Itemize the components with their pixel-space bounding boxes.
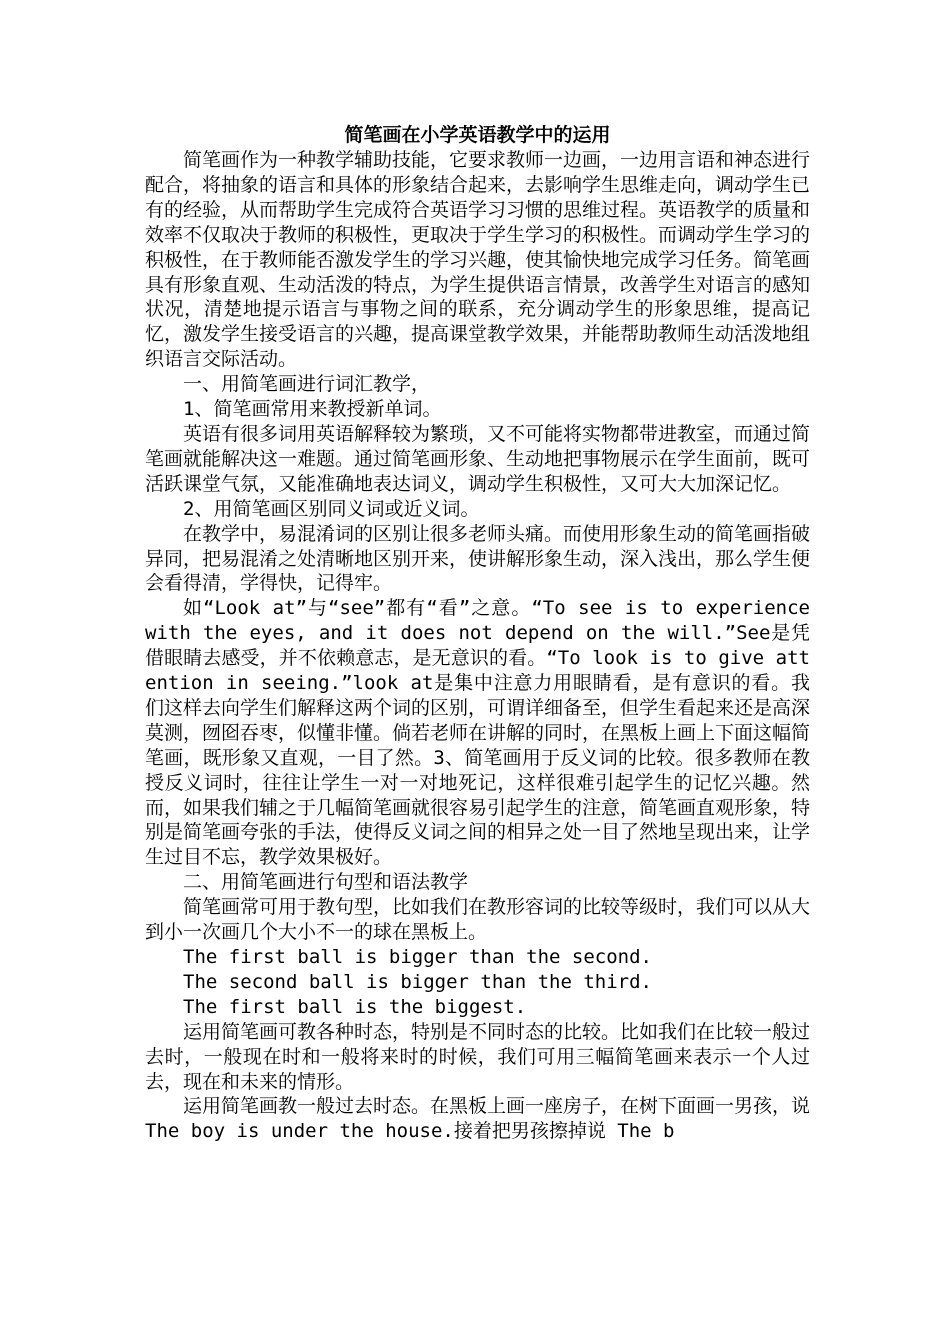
subheading-new-words: 1、简笔画常用来教授新单词。 [183,398,442,421]
paragraph-past-tense: 运用简笔画教一般过去时态。在黑板上画一座房子，在树下面画一男孩，说 The boy is under the house.接着把男孩擦掉说 The b [145,1095,811,1143]
paragraph-look-see: 如“Look at”与“see”都有“看”之意。“To see is to experience with the eyes, and it does not depend on the will.”See是凭借眼睛去感受，并不依赖意志，是无意识的看。“To look is to give attention in seeing.”look at是集中注意力用眼睛看，是有意识的看。我们这样去向学生们解释这两个词的区别，可谓详细备至，但学生看起来还是高深莫测，囫囵吞枣，似懂非懂。倘若老师在讲解的同时，在黑板上画上下面这幅简笔画，既形象又直观，一目了然。3、简笔画用于反义词的比较。很多教师在教授反义词时，往往让学生一对一对地死记，这样很难引起学生的记忆兴趣。然而，如果我们辅之于几幅简笔画就很容易引起学生的注意，简笔画直观形象，特别是简笔画夸张的手法，使得反义词之间的相异之处一目了然地呈现出来，让学生过目不忘，教学效果极好。 [145,597,811,869]
example-sentence-1: The first ball is bigger than the second. [183,946,652,968]
paragraph-tenses: 运用简笔画可教各种时态，特别是不同时态的比较。比如我们在比较一般过去时，一般现在时和一般将来时的时候，我们可用三幅简笔画来表示一个人过去，现在和未来的情形。 [145,1020,811,1093]
paragraph-synonyms: 在教学中，易混淆词的区别让很多老师头痛。而使用形象生动的简笔画指破异同，把易混淆之处清晰地区别开来，使讲解形象生动，深入浅出，那么学生便会看得清，学得快，记得牢。 [145,522,811,595]
document-title: 简笔画在小学英语教学中的运用 [344,124,611,146]
section-heading-grammar: 二、用简笔画进行句型和语法教学 [183,871,469,894]
paragraph-sentence-patterns: 简笔画常可用于教句型，比如我们在教形容词的比较等级时，我们可以从大到小一次画几个大小不一的球在黑板上。 [145,896,811,944]
subheading-synonyms: 2、用简笔画区别同义词或近义词。 [183,497,480,520]
example-sentence-2: The second ball is bigger than the third. [183,970,652,993]
document-page [145,122,810,1144]
section-heading-vocabulary: 一、用简笔画进行词汇教学， [183,373,431,396]
intro-paragraph: 简笔画作为一种教学辅助技能，它要求教师一边画，一边用言语和神态进行配合，将抽象的语言和具体的形象结合起来，去影响学生思维走向，调动学生已有的经验，从而帮助学生完成符合英语学习习惯的思维过程。英语教学的质量和效率不仅取决于教师的积极性，更取决于学生学习的积极性。而调动学生学习的积极性，在于教师能否激发学生的学习兴趣，使其愉快地完成学习任务。简笔画具有形象直观、生动活泼的特点，为学生提供语言情景，改善学生对语言的感知状况，清楚地提示语言与事物之间的联系，充分调动学生的形象思维，提高记忆，激发学生接受语言的兴趣，提高课堂教学效果，并能帮助教师生动活泼地组织语言交际活动。 [145,149,811,371]
paragraph-new-words: 英语有很多词用英语解释较为繁琐，又不可能将实物都带进教室，而通过简笔画就能解决这一难题。通过简笔画形象、生动地把事物展示在学生面前，既可活跃课堂气氛，又能准确地表达词义，调动学生积极性，又可大大加深记忆。 [145,422,811,495]
example-sentence-3: The first ball is the biggest. [183,995,527,1018]
